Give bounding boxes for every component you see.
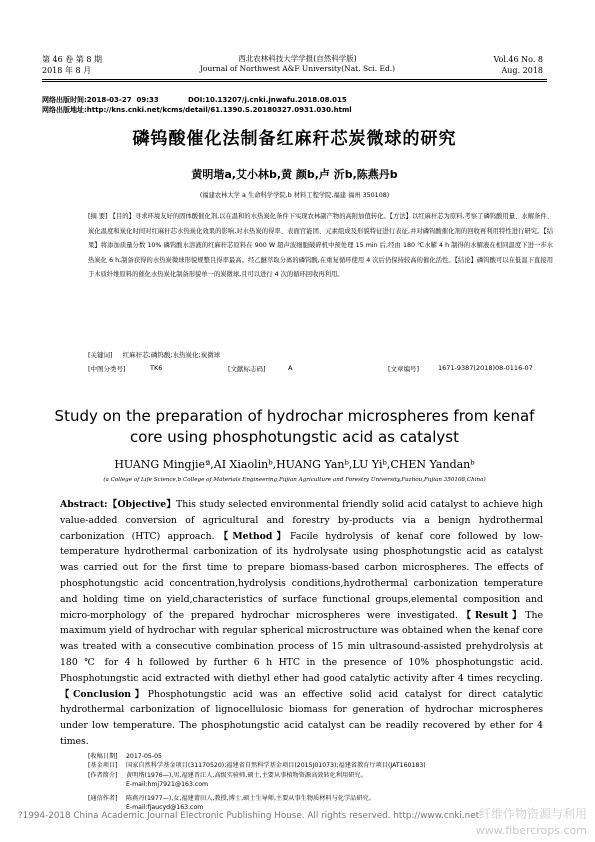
method-tag: 【Method】: [214, 530, 291, 542]
authors-en: HUANG Mingjieª,AI Xiaolinᵇ,HUANG Yanᵇ,LU Yiᵇ,CHEN Yandanᵇ: [114, 458, 475, 471]
footnote-text: 国家自然科学基金项目(31170520);福建省自然科学基金项目(2015J01073);福建省教育厅项目(JAT160183): [126, 762, 426, 770]
footnote-label: [作者简介]: [88, 771, 118, 779]
article-number-value: 1671-9387(2018)08-0116-07: [438, 364, 533, 372]
affiliation-cn: (福建农林大学 a 生命科学学院,b 材料工程学院,福建 福州 350108): [199, 192, 390, 199]
abstract-en: [60, 497, 543, 750]
authors-cn: 黄明堦a,艾小林b,黄 颜b,卢 沂b,陈燕丹b: [191, 168, 398, 181]
result-tag: 【Result】: [457, 609, 526, 621]
footnote-text: 2017-05-05: [126, 753, 162, 760]
clc-value: TK6: [150, 364, 163, 372]
journal-name-en: Journal of Northwest A&F University(Nat. Sci. Ed.): [199, 64, 396, 73]
footnote-author-email: [88, 780, 548, 789]
conclusion-text: Phosphotungstic acid was an effective solid acid catalyst for direct catalytic hydrothermal carbonization of lignocellulosic biomass for generation of hydrochar microspheres under low temperature. The phosphotungstic acid catalyst can be readily recovered by ether for 4 times.: [60, 688, 543, 747]
keywords-cn: [88, 350, 553, 359]
footnote-text: 陈燕丹(1977—),女,福建莆田人,教授,博士,硕士生导师,主要从事生物质材料与化学品研究。: [126, 794, 375, 802]
online-publication-info: [42, 95, 547, 115]
keywords-label: [关键词]: [88, 351, 113, 359]
issue-date-line: 2018 年 8 月: [42, 66, 92, 75]
abstract-cn: [摘 要] 【目的】寻求环境友好的固体酸催化剂,以在温和的水热炭化条件下实现农林副产物的高附加值转化。【方法】以红麻秆芯为原料,考察了磷钨酸用量、水解条件、炭化温度和炭化时间对红麻秆芯水热炭化效果的影响,对水热炭的得率、表面官能团、元素组成及形貌特征进行表征,并对磷钨酸催化剂的回收再利用特性进行研究。【结果】将添加质量分数 10% 磷钨酸水溶液的红麻秆芯原料在 900 W 超声波细胞破碎机中预处理 15 min 后,经由 180 ℃水解 4 h 制得的水解液在相同温度下进一步水热炭化 6 h,制备获得的水热炭微球形貌规整且得率最高。经乙醚萃取分离的磷钨酸,在重复循环使用 4 次后仍保持较高的催化活性。【结论】磷钨酸可以在低温下直接用于木质纤维原料的催化水热炭化制备形貌单一的炭微球,且可以进行 4 次的循环回收再利用。: [88, 213, 553, 279]
footnote-text[interactable]: E-mail:fjaucyd@163.com: [126, 804, 204, 812]
keywords-value: 红麻秆芯;磷钨酸;水热炭化;炭微球: [122, 351, 221, 359]
doc-code-label: [文献标志码]: [228, 365, 266, 373]
watermark-url: www.fibercrops.com: [475, 824, 587, 837]
issue-date-en: Aug. 2018: [501, 66, 543, 75]
footnote-text[interactable]: E-mail:hmj7921@163.com: [126, 781, 209, 789]
watermark-cn: 纤维作物资源与利用: [478, 807, 587, 821]
footnote-label: [基金项目]: [88, 762, 118, 770]
copyright-footer: ?1994-2018 China Academic Journal Electronic Publishing House. All rights reserved. http://www.cnki.net: [18, 811, 480, 821]
footnote-funding: [88, 761, 548, 770]
online-publication-url[interactable]: 网络出版地址:http://kns.cnki.net/kcms/detail/61.1390.S.20180327.0931.030.html: [42, 106, 352, 114]
header-rule-bottom: [42, 81, 547, 82]
header-rule-top: [42, 79, 547, 80]
result-text: The maximum yield of hydrochar with regular spherical microstructure was obtained when the kenaf core was treated with a consecutive combination process of 15 min ultrasound-assisted prehydrolysis at 180 ℃ for 4 h followed by further 6 h HTC in the presence of 10% phosphotungstic acid. Phosphotungstic acid extracted with diethyl ether had good catalytic activity after 4 times recycling.: [60, 609, 543, 684]
journal-volume-en: [493, 54, 543, 76]
footnotes: [88, 752, 548, 812]
objective-tag: 【Objective】: [107, 499, 177, 510]
journal-name: [130, 54, 465, 74]
footnote-label: [收稿日期]: [88, 753, 118, 760]
volume-number-en: Vol.46 No. 8: [493, 55, 543, 64]
footnote-label: [通信作者]: [88, 794, 118, 802]
conclusion-tag: 【Conclusion】: [60, 688, 148, 700]
online-publication-time: 网络出版时间:2018-03-27 09:33 DOI:10.13207/j.cnki.jnwafu.2018.08.015: [42, 96, 347, 104]
affiliation-en: (a College of Life Science,b College of Materials Engineering,Fujian Agriculture and Forestry University,Fuzhou,Fujian 350108,China): [103, 477, 486, 483]
journal-volume-issue: [42, 54, 102, 76]
journal-name-cn: 西北农林科技大学学报(自然科学版): [238, 54, 357, 63]
clc-label: [中图分类号]: [88, 365, 126, 373]
footnote-received: [88, 752, 548, 761]
doc-code-value: A: [288, 364, 293, 372]
paper-title-cn: 磷钨酸催化法制备红麻秆芯炭微球的研究: [132, 129, 457, 149]
volume-issue-line: 第 46 卷 第 8 期: [42, 55, 102, 64]
paper-title-en: Study on the preparation of hydrochar microspheres from kenaf core using phosphotungstic acid as catalyst: [54, 407, 535, 446]
footnote-author-bio: [88, 771, 548, 780]
objective-text: This study selected environmental friendly solid acid catalyst to achieve high value-added conversion of agricultural and forestry by-products via a benign hydrothermal carbonization (HTC) approach.: [60, 499, 543, 542]
abstract-label: Abstract:: [60, 499, 108, 510]
footnote-text: 黄明堦(1976—),男,福建晋江人,高级实验师,硕士,主要从事植物资源高效转化利用研究。: [126, 771, 367, 779]
method-text: Facile hydrolysis of kenaf core followed by low-temperature hydrothermal carbonization of its hydrolysate using phosphotungstic acid as catalyst was carried out for the first time to prepare biomass-based carbon microspheres. The effects of phosphotungstic acid concentration,hydrolysis conditions,hydrothermal carbonization temperature and holding time on yield,characteristics of surface functional groups,elemental composition and micro-morphology of the prepared hydrochar microspheres were investigated.: [60, 530, 543, 621]
article-number-label: [文章编号]: [388, 365, 420, 373]
footnote-corresponding: [88, 794, 548, 803]
